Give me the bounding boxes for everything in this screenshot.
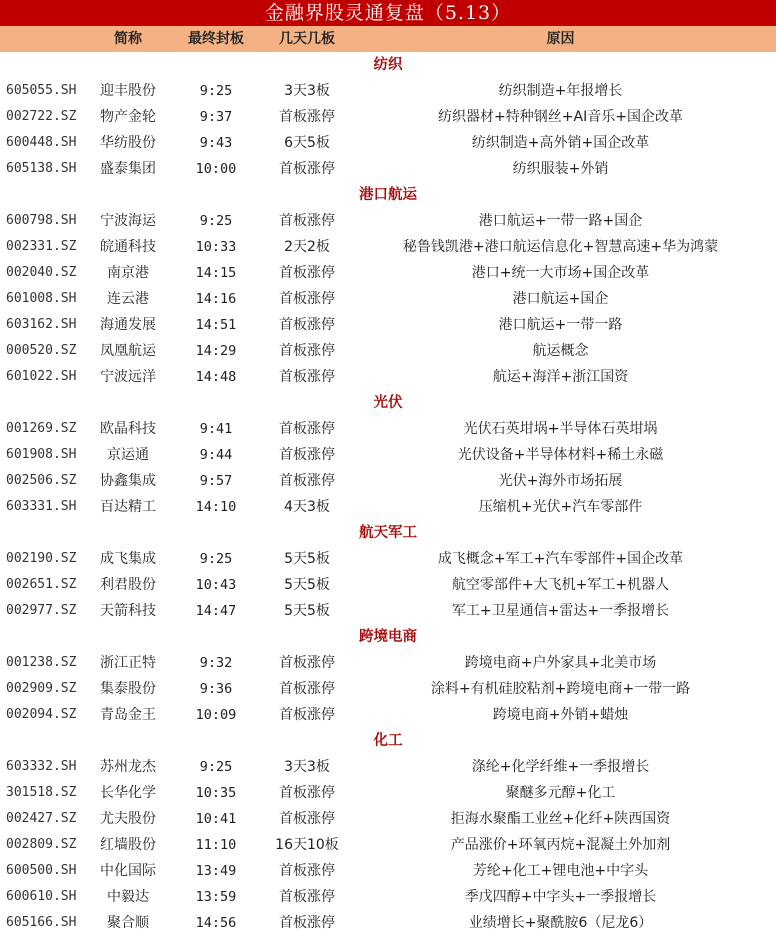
board-count: 3天3板 <box>284 83 330 99</box>
stock-code: 002651.SZ <box>6 577 77 592</box>
stock-code: 600798.SH <box>6 213 77 228</box>
board-count: 首板涨停 <box>279 369 335 385</box>
table-row <box>0 676 776 702</box>
seal-time: 9:44 <box>199 447 233 463</box>
board-count: 首板涨停 <box>279 291 335 307</box>
stock-code: 001269.SZ <box>6 421 77 436</box>
stock-name: 盛泰集团 <box>100 161 156 177</box>
table-row <box>0 234 776 260</box>
board-count: 首板涨停 <box>279 421 335 437</box>
stock-code: 002809.SZ <box>6 837 77 852</box>
stock-code: 600448.SH <box>6 135 77 150</box>
reason-text: 跨境电商+户外家具+北美市场 <box>464 655 657 671</box>
seal-time: 10:33 <box>195 239 237 255</box>
header-time: 最终封板 <box>188 31 244 47</box>
table-row <box>0 884 776 910</box>
reason-text: 港口+统一大市场+国企改革 <box>471 265 650 281</box>
stock-name: 华纺股份 <box>100 135 156 151</box>
stock-name: 长华化学 <box>100 785 156 801</box>
table-row <box>0 806 776 832</box>
reason-text: 涤纶+化学纤维+一季报增长 <box>471 759 650 775</box>
stock-code: 002722.SZ <box>6 109 77 124</box>
page-title: 金融界股灵通复盘（5.13） <box>0 0 776 26</box>
stock-name: 浙江正特 <box>100 655 156 671</box>
stock-name: 苏州龙杰 <box>100 759 156 775</box>
stock-code: 002977.SZ <box>6 603 77 618</box>
stock-name: 凤凰航运 <box>100 343 156 359</box>
seal-time: 13:59 <box>195 889 237 905</box>
stock-code: 002909.SZ <box>6 681 77 696</box>
table-row <box>0 78 776 104</box>
reason-text: 军工+卫星通信+雷达+一季报增长 <box>451 603 670 619</box>
stock-code: 605138.SH <box>6 161 77 176</box>
table-row <box>0 442 776 468</box>
table-row <box>0 754 776 780</box>
stock-code: 002427.SZ <box>6 811 77 826</box>
stock-name: 海通发展 <box>100 317 156 333</box>
stock-name: 宁波远洋 <box>100 369 156 385</box>
reason-text: 秘鲁钱凯港+港口航运信息化+智慧高速+华为鸿蒙 <box>402 239 719 255</box>
header-reason: 原因 <box>546 31 575 47</box>
reason-text: 光伏+海外市场拓展 <box>498 473 623 489</box>
stock-name: 青岛金王 <box>100 707 156 723</box>
reason-text: 纺织器材+特种钢丝+AI音乐+国企改革 <box>438 109 683 125</box>
seal-time: 14:10 <box>195 499 237 515</box>
stock-name: 天箭科技 <box>100 603 156 619</box>
table-body <box>0 52 776 936</box>
seal-time: 9:57 <box>199 473 233 489</box>
board-count: 首板涨停 <box>279 863 335 879</box>
stock-name: 皖通科技 <box>100 239 156 255</box>
section-header: 跨境电商 <box>359 629 417 645</box>
reason-text: 光伏设备+半导体材料+稀土永磁 <box>457 447 664 463</box>
board-count: 首板涨停 <box>279 681 335 697</box>
board-count: 首板涨停 <box>279 785 335 801</box>
reason-text: 芳纶+化工+锂电池+中字头 <box>472 863 649 879</box>
section-header: 化工 <box>373 733 403 749</box>
reason-text: 光伏石英坩埚+半导体石英坩埚 <box>463 421 658 437</box>
table-row <box>0 364 776 390</box>
stock-code: 603331.SH <box>6 499 77 514</box>
seal-time: 10:43 <box>195 577 237 593</box>
seal-time: 14:51 <box>195 317 237 333</box>
table-row <box>0 546 776 572</box>
stock-code: 601022.SH <box>6 369 77 384</box>
stock-code: 002094.SZ <box>6 707 77 722</box>
table-row <box>0 780 776 806</box>
seal-time: 14:48 <box>195 369 237 385</box>
table-row <box>0 910 776 936</box>
table-row <box>0 858 776 884</box>
reason-text: 季戊四醇+中字头+一季报增长 <box>464 889 657 905</box>
table-row <box>0 832 776 858</box>
section-header: 纺织 <box>373 57 403 73</box>
reason-text: 产品涨价+环氧丙烷+混凝土外加剂 <box>450 837 671 853</box>
reason-text: 纺织制造+年报增长 <box>498 83 623 99</box>
reason-text: 压缩机+光伏+汽车零部件 <box>478 499 643 515</box>
board-count: 首板涨停 <box>279 343 335 359</box>
seal-time: 9:41 <box>199 421 233 437</box>
seal-time: 9:36 <box>199 681 233 697</box>
table-row <box>0 286 776 312</box>
seal-time: 14:16 <box>195 291 237 307</box>
reason-text: 拒海水聚酯工业丝+化纤+陕西国资 <box>450 811 671 827</box>
stock-code: 603332.SH <box>6 759 77 774</box>
table-row <box>0 468 776 494</box>
table-header <box>0 26 776 52</box>
reason-text: 纺织服装+外销 <box>512 161 609 177</box>
stock-name: 聚合顺 <box>107 915 149 931</box>
seal-time: 11:10 <box>195 837 237 853</box>
stock-name: 宁波海运 <box>100 213 156 229</box>
stock-name: 利君股份 <box>100 577 156 593</box>
table-row <box>0 208 776 234</box>
board-count: 首板涨停 <box>279 447 335 463</box>
reason-text: 港口航运+国企 <box>512 291 609 307</box>
reason-text: 聚醚多元醇+化工 <box>505 785 616 801</box>
seal-time: 10:41 <box>195 811 237 827</box>
table-row <box>0 130 776 156</box>
stock-code: 002190.SZ <box>6 551 77 566</box>
board-count: 6天5板 <box>284 135 330 151</box>
seal-time: 9:25 <box>199 759 233 775</box>
seal-time: 9:43 <box>199 135 233 151</box>
seal-time: 10:00 <box>195 161 237 177</box>
board-count: 2天2板 <box>284 239 330 255</box>
board-count: 首板涨停 <box>279 889 335 905</box>
board-count: 首板涨停 <box>279 161 335 177</box>
stock-code: 002040.SZ <box>6 265 77 280</box>
table-row <box>0 572 776 598</box>
seal-time: 9:25 <box>199 551 233 567</box>
stock-code: 600500.SH <box>6 863 77 878</box>
reason-text: 港口航运+一带一路 <box>498 317 623 333</box>
board-count: 首板涨停 <box>279 109 335 125</box>
stock-name: 百达精工 <box>100 499 156 515</box>
table-row <box>0 650 776 676</box>
reason-text: 航空零部件+大飞机+军工+机器人 <box>451 577 670 593</box>
stock-code: 605166.SH <box>6 915 77 930</box>
reason-text: 纺织制造+高外销+国企改革 <box>471 135 650 151</box>
stock-name: 成飞集成 <box>100 551 156 567</box>
stock-code: 002331.SZ <box>6 239 77 254</box>
seal-time: 9:25 <box>199 213 233 229</box>
board-count: 5天5板 <box>284 577 330 593</box>
board-count: 首板涨停 <box>279 213 335 229</box>
header-board: 几天几板 <box>279 31 335 47</box>
board-count: 首板涨停 <box>279 655 335 671</box>
stock-name: 尤夫股份 <box>100 811 156 827</box>
stock-name: 协鑫集成 <box>100 473 156 489</box>
stock-name: 中化国际 <box>100 863 156 879</box>
seal-time: 10:09 <box>195 707 237 723</box>
stock-code: 601008.SH <box>6 291 77 306</box>
header-name: 简称 <box>114 31 142 47</box>
board-count: 5天5板 <box>284 603 330 619</box>
stock-code: 002506.SZ <box>6 473 77 488</box>
stock-code: 603162.SH <box>6 317 77 332</box>
table-row <box>0 312 776 338</box>
table-row <box>0 260 776 286</box>
stock-name: 南京港 <box>107 265 149 281</box>
seal-time: 9:37 <box>199 109 233 125</box>
stock-code: 600610.SH <box>6 889 77 904</box>
seal-time: 9:25 <box>199 83 233 99</box>
section-header: 航天军工 <box>359 525 417 541</box>
reason-text: 业绩增长+聚酰胺6（尼龙6） <box>468 915 653 931</box>
board-count: 16天10板 <box>275 837 339 853</box>
reason-text: 涂料+有机硅胶粘剂+跨境电商+一带一路 <box>430 681 691 697</box>
table-row <box>0 416 776 442</box>
board-count: 3天3板 <box>284 759 330 775</box>
stock-name: 迎丰股份 <box>100 83 156 99</box>
board-count: 首板涨停 <box>279 915 335 931</box>
board-count: 首板涨停 <box>279 473 335 489</box>
table-row <box>0 598 776 624</box>
stock-name: 欧晶科技 <box>100 421 156 437</box>
board-count: 首板涨停 <box>279 317 335 333</box>
reason-text: 航运+海洋+浙江国资 <box>492 369 629 385</box>
stock-name: 集泰股份 <box>100 681 156 697</box>
table-row <box>0 494 776 520</box>
seal-time: 13:49 <box>195 863 237 879</box>
reason-text: 成飞概念+军工+汽车零部件+国企改革 <box>437 551 684 567</box>
seal-time: 10:35 <box>195 785 237 801</box>
table-row <box>0 104 776 130</box>
stock-name: 物产金轮 <box>100 109 156 125</box>
section-header: 光伏 <box>373 395 403 411</box>
table-row <box>0 338 776 364</box>
table-row <box>0 156 776 182</box>
reason-text: 跨境电商+外销+蜡烛 <box>492 707 629 723</box>
stock-name: 红墙股份 <box>100 837 156 853</box>
stock-name: 京运通 <box>107 447 149 463</box>
stock-code: 001238.SZ <box>6 655 77 670</box>
board-count: 首板涨停 <box>279 265 335 281</box>
stock-code: 000520.SZ <box>6 343 77 358</box>
board-count: 首板涨停 <box>279 811 335 827</box>
stock-code: 301518.SZ <box>6 785 77 800</box>
seal-time: 14:15 <box>195 265 237 281</box>
seal-time: 14:56 <box>195 915 237 931</box>
table-row <box>0 702 776 728</box>
stock-code: 605055.SH <box>6 83 77 98</box>
reason-text: 航运概念 <box>532 343 589 359</box>
board-count: 5天5板 <box>284 551 330 567</box>
stock-name: 连云港 <box>107 291 149 307</box>
seal-time: 9:32 <box>199 655 233 671</box>
seal-time: 14:47 <box>195 603 237 619</box>
board-count: 4天3板 <box>284 499 330 515</box>
reason-text: 港口航运+一带一路+国企 <box>478 213 643 229</box>
stock-code: 601908.SH <box>6 447 77 462</box>
seal-time: 14:29 <box>195 343 237 359</box>
section-header: 港口航运 <box>359 187 417 203</box>
board-count: 首板涨停 <box>279 707 335 723</box>
stock-name: 中毅达 <box>107 889 149 905</box>
